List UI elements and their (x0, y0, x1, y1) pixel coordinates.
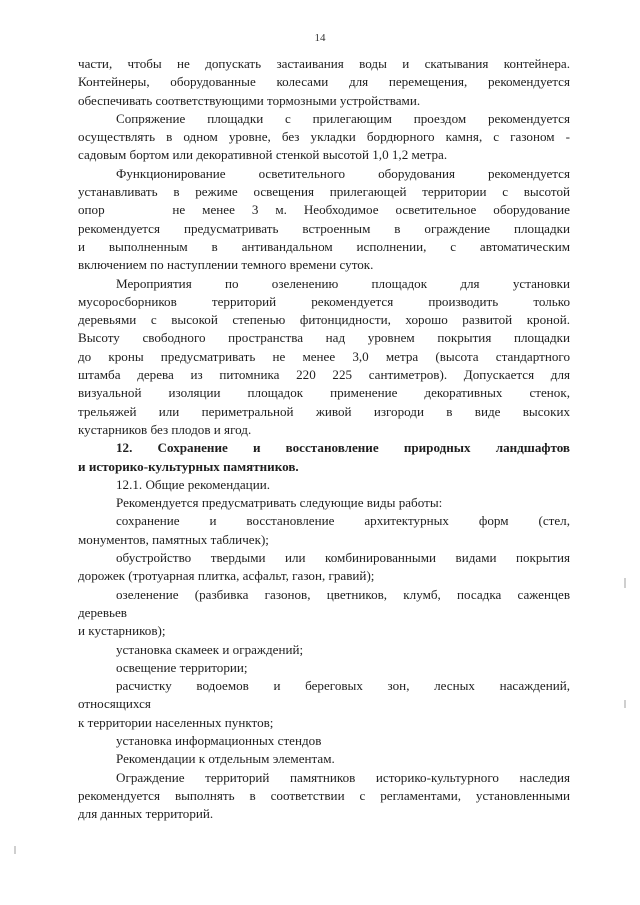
list-item (78, 659, 570, 677)
paragraph-line: Ограждение территорий памятников историко-культурного наследия (116, 769, 570, 785)
section-heading (78, 439, 570, 476)
paragraph-line: садовым бортом или декоративной стенкой высотой 1,0 1,2 метра. (78, 147, 448, 163)
paragraph-line: для данных территорий. (78, 806, 214, 822)
paragraph-line: штамба дерева из питомника 220 225 сантиметров). Допускается для (78, 367, 570, 383)
paragraph-line: рекомендуется предусматривать встроенным в ограждение площадки (78, 220, 570, 236)
paragraph-line: озеленение (разбивка газонов, цветников, клумб, посадка саженцев (116, 586, 570, 602)
paragraph-line: Рекомендуется предусматривать следующие виды работы: (116, 495, 443, 511)
paragraph-line: 12.1. Общие рекомендации. (116, 476, 270, 492)
paragraph-line: установка информационных стендов (116, 732, 322, 748)
section-heading-line: 12. Сохранение и восстановление природных ландшафтов (116, 440, 570, 456)
paragraph-line: установка скамеек и ограждений; (116, 641, 304, 657)
scan-mark (624, 578, 626, 588)
list-item (78, 549, 570, 586)
subsection-title (78, 476, 570, 494)
scan-mark (624, 700, 626, 708)
list-item (78, 512, 570, 549)
paragraph-line: освещение территории; (116, 659, 248, 675)
paragraph-line: Рекомендации к отдельным элементам. (116, 751, 335, 767)
paragraph-line: Функционирование осветительного оборудования рекомендуется (116, 165, 570, 181)
list-item (78, 677, 570, 732)
paragraph-fencing (78, 769, 570, 824)
paragraph-line: и выполненным в антивандальном исполнении, с автоматическим (78, 238, 570, 254)
paragraph-line: и кустарников); (78, 623, 166, 639)
paragraph-line: Высоту свободного пространства над уровнем покрытия площадки (78, 330, 570, 346)
paragraph-line: рекомендуется выполнять в соответствии с регламентами, установленными (78, 787, 570, 803)
paragraph-greening (78, 275, 570, 440)
paragraph-line: Контейнеры, оборудованные колесами для перемещения, рекомендуется (78, 74, 570, 90)
list-item (78, 586, 570, 641)
paragraph-line: обустройство твердыми или комбинированными видами покрытия (116, 550, 570, 566)
paragraph-line: дорожек (тротуарная плитка, асфальт, газон, гравий); (78, 568, 375, 584)
list-item (78, 641, 570, 659)
paragraph-lighting (78, 165, 570, 275)
paragraph-line: мусоросборников территорий рекомендуется производить только (78, 293, 570, 309)
document-body (78, 55, 570, 823)
paragraph-line: кустарников без плодов и ягод. (78, 421, 252, 437)
list-item (78, 732, 570, 750)
paragraph-line: опор не менее 3 м. Необходимое осветительное оборудование (78, 202, 570, 218)
paragraph-line: относящихся (78, 696, 151, 712)
paragraph-line: части, чтобы не допускать застаивания воды и скатывания контейнера. (78, 56, 570, 71)
paragraph-line: расчистку водоемов и береговых зон, лесных насаждений, (116, 678, 570, 694)
paragraph-line: устанавливать в режиме освещения прилегающей территории с высотой (78, 184, 570, 200)
scan-mark (14, 846, 16, 854)
paragraph-line: деревьев (78, 604, 127, 620)
page-number: 14 (314, 32, 326, 44)
paragraph-line: включением по наступлении темного времени суток. (78, 257, 374, 273)
paragraph-junction (78, 110, 570, 165)
list-intro (78, 494, 570, 512)
paragraph-line: деревьями с высокой степенью фитонцидности, хорошо развитой кроной. (78, 312, 570, 328)
paragraph-line: монументов, памятных табличек); (78, 531, 269, 547)
paragraph-line: сохранение и восстановление архитектурных форм (стел, (116, 513, 570, 529)
paragraph-line: до кроны предусматривать не менее 3,0 метра (высота стандартного (78, 348, 570, 364)
paragraph-line: визуальной изоляции площадок применение декоративных стенок, (78, 385, 570, 401)
paragraph-line: трельяжей или периметральной живой изгороди в виде высоких (78, 403, 570, 419)
paragraph-line: к территории населенных пунктов; (78, 714, 274, 730)
paragraph-line: осуществлять в одном уровне, без укладки бордюрного камня, с газоном - (78, 129, 570, 145)
subsection-title (78, 750, 570, 768)
paragraph-line: обеспечивать соответствующими тормозными устройствами. (78, 92, 421, 108)
paragraph-line: Мероприятия по озеленению площадок для установки (116, 275, 570, 291)
section-heading-line: и историко-культурных памятников. (78, 458, 299, 474)
paragraph-container-drainage (78, 55, 570, 110)
paragraph-line: Сопряжение площадки с прилегающим проездом рекомендуется (116, 110, 570, 126)
